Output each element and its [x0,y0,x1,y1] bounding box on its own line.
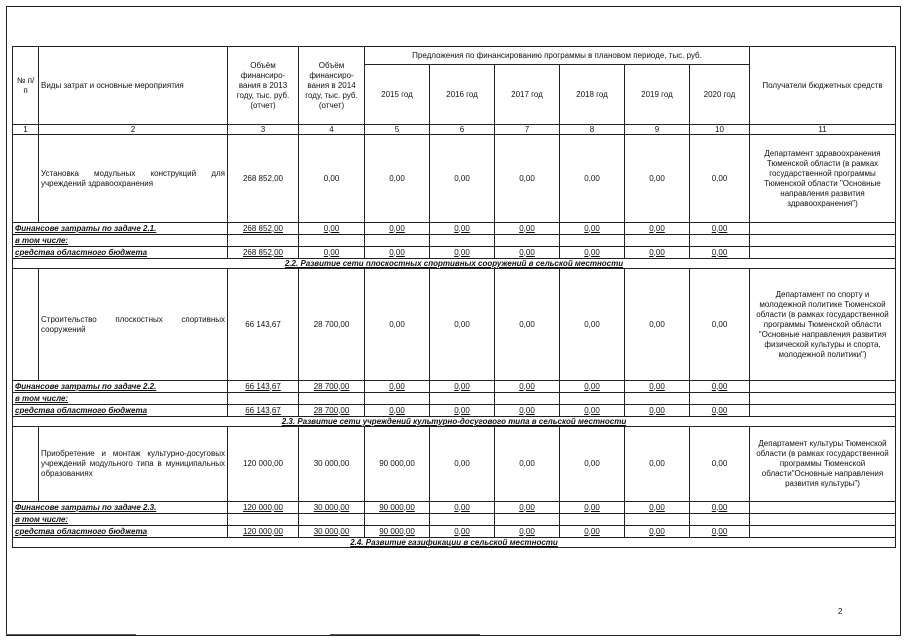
amount-cell: 0,00 [365,135,430,223]
column-number: 1 [13,125,39,135]
row-label: Финансове затраты по задаче 2.1. [13,223,228,235]
amount-cell: 0,00 [365,405,430,417]
header-year: 2020 год [690,65,750,125]
measure-row [13,269,896,381]
amount-cell: 0,00 [560,135,625,223]
amount-cell: 0,00 [365,247,430,259]
empty-cell [495,393,560,405]
empty-cell [690,235,750,247]
amount-cell: 0,00 [625,135,690,223]
header-year: 2018 год [560,65,625,125]
column-number: 6 [430,125,495,135]
empty-cell [690,393,750,405]
amount-cell: 0,00 [560,269,625,381]
empty-cell [430,235,495,247]
amount-cell: 268 852,00 [228,223,299,235]
empty-cell [495,514,560,526]
row-label: в том числе: [13,393,228,405]
amount-cell: 90 000,00 [365,427,430,502]
amount-cell: 0,00 [690,526,750,538]
header-year: 2016 год [430,65,495,125]
amount-cell: 0,00 [299,223,365,235]
row-label: Финансове затраты по задаче 2.3. [13,502,228,514]
measure-name: Установка модульных конструкций для учреждений здравоохранения [39,135,228,223]
column-number: 10 [690,125,750,135]
amount-cell: 30 000,00 [299,427,365,502]
recipient-cell [750,526,896,538]
amount-cell: 268 852,00 [228,247,299,259]
column-numbers-row [13,125,896,135]
amount-cell: 0,00 [690,223,750,235]
amount-cell: 0,00 [495,223,560,235]
column-number: 2 [39,125,228,135]
amount-cell: 0,00 [430,526,495,538]
column-number: 7 [495,125,560,135]
empty-cell [690,514,750,526]
amount-cell: 0,00 [625,223,690,235]
section-row [13,538,896,548]
recipient-cell [750,381,896,393]
amount-cell: 0,00 [430,269,495,381]
amount-cell: 0,00 [430,405,495,417]
row-label: средства областного бюджета [13,405,228,417]
empty-cell [430,393,495,405]
empty-cell [750,235,896,247]
measure-row [13,135,896,223]
amount-cell: 0,00 [560,427,625,502]
amount-cell: 0,00 [365,269,430,381]
column-number: 3 [228,125,299,135]
amount-cell: 0,00 [690,427,750,502]
amount-cell: 0,00 [560,405,625,417]
amount-cell: 0,00 [690,381,750,393]
amount-cell: 0,00 [495,526,560,538]
column-number: 9 [625,125,690,135]
empty-cell [495,235,560,247]
amount-cell: 0,00 [690,405,750,417]
amount-cell: 28 700,00 [299,381,365,393]
row-label: в том числе: [13,514,228,526]
amount-cell: 0,00 [690,135,750,223]
including-row [13,393,896,405]
amount-cell: 0,00 [560,526,625,538]
header-no: № п/п [13,47,39,125]
recipient-name: Департамент культуры Тюменской области (в рамках государственной программы Тюменской области"Основные направления развития культуры") [750,427,896,502]
header-year: 2019 год [625,65,690,125]
amount-cell: 90 000,00 [365,502,430,514]
amount-cell: 66 143,67 [228,381,299,393]
row-label: в том числе: [13,235,228,247]
budget-row [13,247,896,259]
amount-cell: 0,00 [495,502,560,514]
amount-cell: 0,00 [625,427,690,502]
empty-cell [365,393,430,405]
empty-cell [750,514,896,526]
empty-cell [365,235,430,247]
amount-cell: 268 852,00 [228,135,299,223]
page-number: 2 [838,607,843,616]
amount-cell: 0,00 [625,247,690,259]
empty-cell [750,393,896,405]
total-row [13,502,896,514]
section-title: 2.4. Развитие газификации в сельской местности [13,538,896,548]
empty-cell [560,514,625,526]
header-year: 2015 год [365,65,430,125]
recipient-cell [750,405,896,417]
section-row [13,417,896,427]
empty-cell [560,235,625,247]
empty-cell [228,514,299,526]
amount-cell: 0,00 [430,502,495,514]
row-label: средства областного бюджета [13,247,228,259]
row-number [13,427,39,502]
amount-cell: 0,00 [430,381,495,393]
scan-edge-line [330,634,480,635]
amount-cell: 0,00 [560,381,625,393]
amount-cell: 0,00 [690,502,750,514]
including-row [13,514,896,526]
amount-cell: 0,00 [495,427,560,502]
amount-cell: 0,00 [625,381,690,393]
section-row [13,259,896,269]
amount-cell: 0,00 [625,526,690,538]
empty-cell [228,235,299,247]
empty-cell [365,514,430,526]
empty-cell [228,393,299,405]
amount-cell: 0,00 [495,269,560,381]
amount-cell: 66 143,67 [228,269,299,381]
budget-row [13,405,896,417]
empty-cell [430,514,495,526]
amount-cell: 120 000,00 [228,526,299,538]
amount-cell: 0,00 [625,269,690,381]
header-kind: Виды затрат и основные мероприятия [39,47,228,125]
amount-cell: 30 000,00 [299,526,365,538]
section-title: 2.3. Развитие сети учреждений культурно-досугового типа в сельской местности [13,417,896,427]
header-2013: Объём финансиро-вания в 2013 году, тыс. руб. (отчет) [228,47,299,125]
amount-cell: 0,00 [365,223,430,235]
amount-cell: 0,00 [560,247,625,259]
amount-cell: 0,00 [690,247,750,259]
column-number: 8 [560,125,625,135]
recipient-cell [750,502,896,514]
empty-cell [299,514,365,526]
amount-cell: 0,00 [560,223,625,235]
financing-table [12,46,896,548]
amount-cell: 28 700,00 [299,405,365,417]
total-row [13,223,896,235]
amount-cell: 90 000,00 [365,526,430,538]
amount-cell: 120 000,00 [228,427,299,502]
column-number: 4 [299,125,365,135]
amount-cell: 0,00 [560,502,625,514]
total-row [13,381,896,393]
amount-cell: 0,00 [299,247,365,259]
budget-row [13,526,896,538]
header-planned: Предложения по финансированию программы в плановом периоде, тыс. руб. [365,47,750,65]
amount-cell: 0,00 [625,405,690,417]
amount-cell: 0,00 [625,502,690,514]
recipient-cell [750,247,896,259]
amount-cell: 0,00 [430,247,495,259]
amount-cell: 0,00 [430,223,495,235]
amount-cell: 0,00 [430,427,495,502]
empty-cell [625,393,690,405]
amount-cell: 0,00 [495,247,560,259]
empty-cell [299,235,365,247]
row-number [13,269,39,381]
header-year: 2017 год [495,65,560,125]
scan-edge-line [6,634,136,635]
amount-cell: 0,00 [690,269,750,381]
amount-cell: 0,00 [299,135,365,223]
recipient-cell [750,223,896,235]
empty-cell [560,393,625,405]
amount-cell: 30 000,00 [299,502,365,514]
header-row-top [13,47,896,65]
amount-cell: 0,00 [430,135,495,223]
measure-name: Строительство плоскостных спортивных сооружений [39,269,228,381]
amount-cell: 120 000,00 [228,502,299,514]
column-number: 5 [365,125,430,135]
column-number: 11 [750,125,896,135]
measure-name: Приобретение и монтаж культурно-досуговых учреждений модульного типа в муниципальных образованиях [39,427,228,502]
amount-cell: 66 143,67 [228,405,299,417]
header-recipient: Получатели бюджетных средств [750,47,896,125]
amount-cell: 0,00 [495,135,560,223]
empty-cell [625,514,690,526]
recipient-name: Департамент здравоохранения Тюменской области (в рамках государственной программы Тюменской области "Основные направления развития здравоохранения") [750,135,896,223]
header-2014: Объём финансиро-вания в 2014 году, тыс. руб. (отчет) [299,47,365,125]
empty-cell [625,235,690,247]
row-label: Финансове затраты по задаче 2.2. [13,381,228,393]
amount-cell: 0,00 [495,381,560,393]
measure-row [13,427,896,502]
row-number [13,135,39,223]
empty-cell [299,393,365,405]
row-label: средства областного бюджета [13,526,228,538]
amount-cell: 28 700,00 [299,269,365,381]
amount-cell: 0,00 [495,405,560,417]
including-row [13,235,896,247]
amount-cell: 0,00 [365,381,430,393]
recipient-name: Департамент по спорту и молодежной политике Тюменской области (в рамках государственной программы Тюменской области "Основные направления развития физической культуры и спорта, молодежной политики") [750,269,896,381]
section-title: 2.2. Развитие сети плоскостных спортивных сооружений в сельской местности [13,259,896,269]
